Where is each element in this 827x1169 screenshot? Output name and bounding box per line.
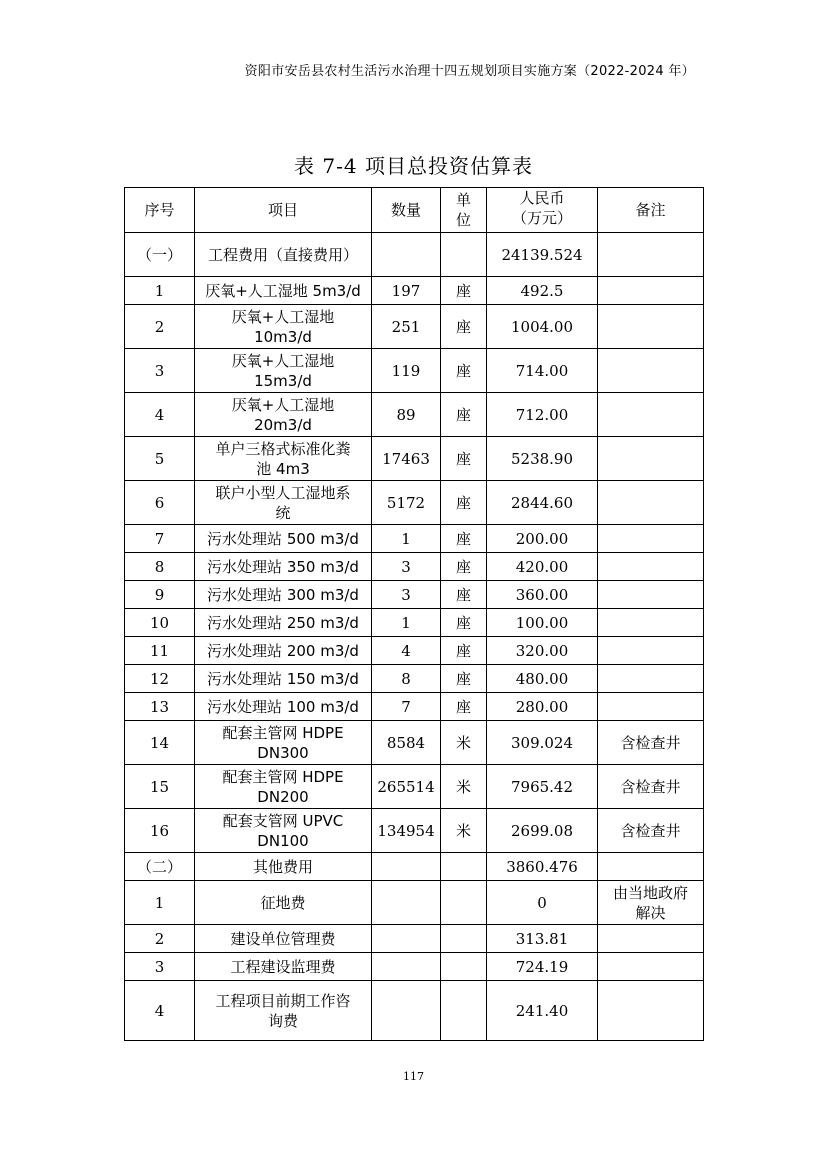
table-row [125, 853, 704, 881]
cell-unit: 座 [441, 665, 487, 693]
cell-unit: 座 [441, 637, 487, 665]
table-row [125, 581, 704, 609]
cell-seq: 10 [125, 609, 195, 637]
cell-note [598, 981, 704, 1041]
cell-note [598, 393, 704, 437]
cell-unit: 座 [441, 581, 487, 609]
col-seq: 序号 [125, 188, 195, 233]
cell-qty: 17463 [372, 437, 441, 481]
cell-qty: 197 [372, 277, 441, 305]
table-row [125, 665, 704, 693]
investment-table [124, 187, 704, 1041]
table-header-row [125, 188, 704, 233]
page-number: 117 [403, 1070, 424, 1083]
cell-item: 污水处理站 200 m3/d [195, 637, 372, 665]
cell-seq: 3 [125, 953, 195, 981]
cell-amount: 0 [487, 881, 598, 925]
cell-qty [372, 981, 441, 1041]
cell-item: 污水处理站 150 m3/d [195, 665, 372, 693]
cell-amount: 313.81 [487, 925, 598, 953]
cell-item: 厌氧+人工湿地 15m3/d [195, 349, 372, 393]
cell-unit: 座 [441, 437, 487, 481]
table-row [125, 305, 704, 349]
cell-amount: 724.19 [487, 953, 598, 981]
table-row [125, 609, 704, 637]
col-unit: 单 位 [441, 188, 487, 233]
col-item: 项目 [195, 188, 372, 233]
cell-seq: 12 [125, 665, 195, 693]
cell-seq: 6 [125, 481, 195, 525]
cell-seq: （二） [125, 853, 195, 881]
cell-qty [372, 881, 441, 925]
table-row [125, 525, 704, 553]
cell-seq: 3 [125, 349, 195, 393]
cell-note [598, 349, 704, 393]
cell-item: 污水处理站 300 m3/d [195, 581, 372, 609]
cell-item: 厌氧+人工湿地 5m3/d [195, 277, 372, 305]
table-row [125, 925, 704, 953]
cell-unit: 米 [441, 809, 487, 853]
col-qty: 数量 [372, 188, 441, 233]
table-row [125, 481, 704, 525]
page-header: 资阳市安岳县农村生活污水治理十四五规划项目实施方案（2022-2024 年） [244, 64, 695, 79]
cell-qty [372, 925, 441, 953]
cell-note [598, 953, 704, 981]
cell-unit: 座 [441, 305, 487, 349]
cell-unit: 座 [441, 693, 487, 721]
cell-item: 污水处理站 500 m3/d [195, 525, 372, 553]
table-row [125, 277, 704, 305]
table-row [125, 393, 704, 437]
table-row [125, 553, 704, 581]
cell-unit: 座 [441, 349, 487, 393]
cell-amount: 2844.60 [487, 481, 598, 525]
cell-amount: 2699.08 [487, 809, 598, 853]
cell-note: 含检查井 [598, 765, 704, 809]
cell-seq: 4 [125, 981, 195, 1041]
cell-seq: 2 [125, 305, 195, 349]
cell-seq: 1 [125, 881, 195, 925]
cell-seq: 15 [125, 765, 195, 809]
cell-note [598, 305, 704, 349]
cell-item: 单户三格式标准化粪 池 4m3 [195, 437, 372, 481]
cell-item: 工程建设监理费 [195, 953, 372, 981]
cell-qty: 8584 [372, 721, 441, 765]
cell-qty: 119 [372, 349, 441, 393]
cell-item: 其他费用 [195, 853, 372, 881]
cell-seq: 14 [125, 721, 195, 765]
cell-qty [372, 953, 441, 981]
cell-item: 建设单位管理费 [195, 925, 372, 953]
cell-item: 工程费用（直接费用） [195, 233, 372, 277]
cell-qty: 89 [372, 393, 441, 437]
cell-item: 配套主管网 HDPE DN200 [195, 765, 372, 809]
cell-note: 由当地政府 解决 [598, 881, 704, 925]
cell-unit: 座 [441, 277, 487, 305]
cell-amount: 7965.42 [487, 765, 598, 809]
cell-item: 污水处理站 100 m3/d [195, 693, 372, 721]
cell-seq: 1 [125, 277, 195, 305]
cell-amount: 714.00 [487, 349, 598, 393]
cell-qty: 1 [372, 609, 441, 637]
table-row [125, 349, 704, 393]
cell-unit: 座 [441, 393, 487, 437]
cell-item: 联户小型人工湿地系 统 [195, 481, 372, 525]
cell-amount: 320.00 [487, 637, 598, 665]
cell-qty: 4 [372, 637, 441, 665]
cell-amount: 280.00 [487, 693, 598, 721]
table-row [125, 881, 704, 925]
cell-unit: 座 [441, 481, 487, 525]
cell-unit [441, 881, 487, 925]
table-row [125, 437, 704, 481]
col-amount: 人民币 （万元） [487, 188, 598, 233]
cell-amount: 100.00 [487, 609, 598, 637]
cell-item: 配套主管网 HDPE DN300 [195, 721, 372, 765]
cell-unit [441, 953, 487, 981]
cell-note [598, 437, 704, 481]
cell-unit: 米 [441, 721, 487, 765]
cell-qty: 1 [372, 525, 441, 553]
cell-note [598, 637, 704, 665]
cell-unit: 米 [441, 765, 487, 809]
cell-qty [372, 233, 441, 277]
cell-item: 征地费 [195, 881, 372, 925]
cell-amount: 24139.524 [487, 233, 598, 277]
col-note: 备注 [598, 188, 704, 233]
cell-note [598, 925, 704, 953]
cell-seq: （一） [125, 233, 195, 277]
cell-amount: 241.40 [487, 981, 598, 1041]
cell-unit [441, 925, 487, 953]
cell-amount: 5238.90 [487, 437, 598, 481]
cell-qty: 134954 [372, 809, 441, 853]
table-row [125, 953, 704, 981]
cell-note [598, 233, 704, 277]
cell-unit [441, 853, 487, 881]
cell-seq: 7 [125, 525, 195, 553]
cell-note [598, 693, 704, 721]
cell-item: 配套支管网 UPVC DN100 [195, 809, 372, 853]
cell-qty [372, 853, 441, 881]
cell-note [598, 581, 704, 609]
cell-note [598, 665, 704, 693]
cell-qty: 8 [372, 665, 441, 693]
cell-unit [441, 233, 487, 277]
cell-note [598, 609, 704, 637]
cell-note [598, 553, 704, 581]
table-row [125, 637, 704, 665]
cell-item: 工程项目前期工作咨 询费 [195, 981, 372, 1041]
cell-seq: 9 [125, 581, 195, 609]
cell-seq: 5 [125, 437, 195, 481]
cell-amount: 309.024 [487, 721, 598, 765]
table-row [125, 693, 704, 721]
cell-amount: 712.00 [487, 393, 598, 437]
cell-unit: 座 [441, 609, 487, 637]
table-title: 表 7-4 项目总投资估算表 [294, 154, 533, 178]
table-row [125, 765, 704, 809]
cell-item: 厌氧+人工湿地 20m3/d [195, 393, 372, 437]
cell-amount: 200.00 [487, 525, 598, 553]
cell-seq: 13 [125, 693, 195, 721]
cell-amount: 360.00 [487, 581, 598, 609]
cell-item: 污水处理站 350 m3/d [195, 553, 372, 581]
cell-qty: 265514 [372, 765, 441, 809]
cell-qty: 3 [372, 581, 441, 609]
cell-amount: 420.00 [487, 553, 598, 581]
cell-seq: 8 [125, 553, 195, 581]
cell-qty: 3 [372, 553, 441, 581]
cell-note [598, 853, 704, 881]
cell-unit: 座 [441, 525, 487, 553]
cell-amount: 1004.00 [487, 305, 598, 349]
cell-seq: 2 [125, 925, 195, 953]
cell-seq: 11 [125, 637, 195, 665]
cell-unit [441, 981, 487, 1041]
cell-seq: 16 [125, 809, 195, 853]
table-row [125, 233, 704, 277]
cell-note [598, 525, 704, 553]
cell-note: 含检查井 [598, 721, 704, 765]
cell-note: 含检查井 [598, 809, 704, 853]
cell-amount: 480.00 [487, 665, 598, 693]
table-row [125, 981, 704, 1041]
cell-qty: 7 [372, 693, 441, 721]
cell-note [598, 481, 704, 525]
cell-item: 厌氧+人工湿地 10m3/d [195, 305, 372, 349]
cell-qty: 251 [372, 305, 441, 349]
cell-qty: 5172 [372, 481, 441, 525]
cell-amount: 492.5 [487, 277, 598, 305]
cell-amount: 3860.476 [487, 853, 598, 881]
cell-unit: 座 [441, 553, 487, 581]
table-row [125, 721, 704, 765]
cell-item: 污水处理站 250 m3/d [195, 609, 372, 637]
cell-note [598, 277, 704, 305]
table-row [125, 809, 704, 853]
cell-seq: 4 [125, 393, 195, 437]
